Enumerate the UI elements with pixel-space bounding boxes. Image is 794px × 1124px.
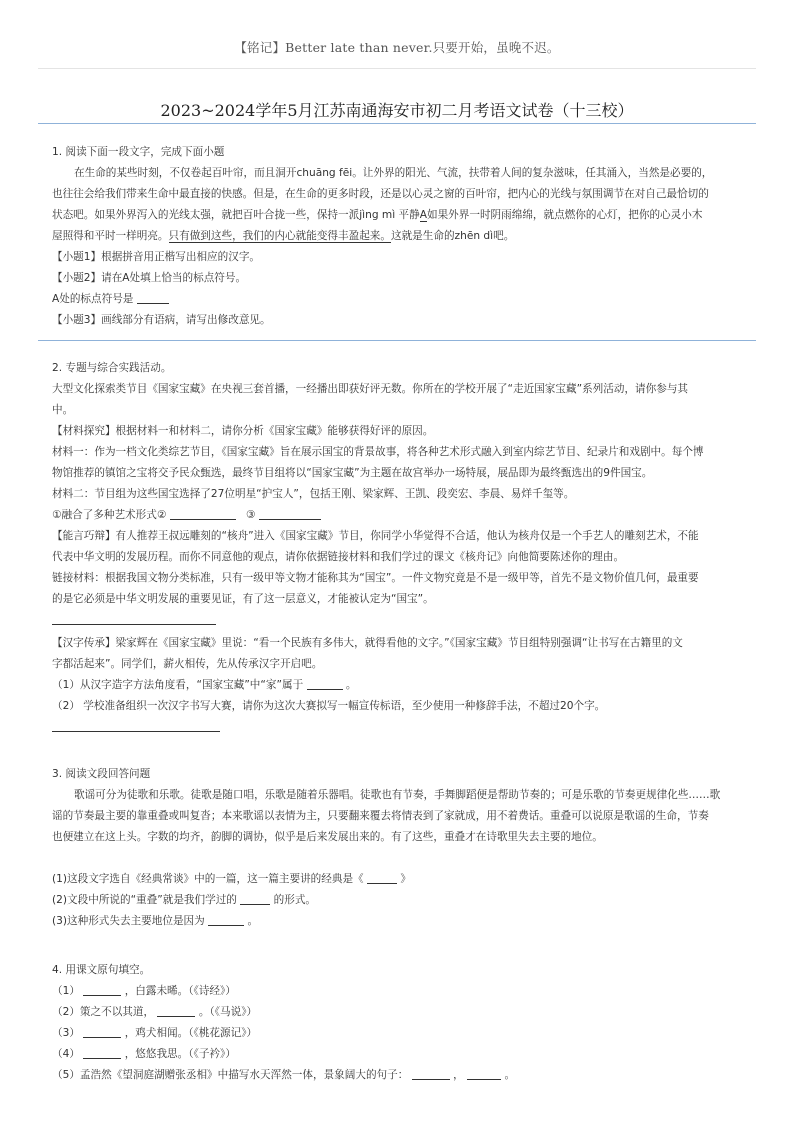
q2-label: 2. 专题与综合实践活动。 (52, 362, 172, 374)
q1-text: 如果外界一时阴雨绵绵，就点燃你的心灯，把你的心灵小木 (426, 209, 703, 221)
q2-debate: 【能言巧辩】有人推荐王叔远雕刻的“核舟”进入《国家宝藏》节目，你同学小华觉得不合适，他认为核舟仅是一个手艺人的雕刻艺术，不能 (52, 530, 699, 542)
answer-blank[interactable] (137, 291, 169, 304)
answer-blank[interactable] (412, 1067, 450, 1080)
q4-line-1 (52, 981, 752, 1002)
question-4 (52, 960, 752, 1086)
q2-material-1: 材料一：作为一档文化类综艺节目，《国家宝藏》旨在展示国宝的背景故事，将各种艺术形式融入到室内综艺节目、纪录片和戏剧中。每个博 (52, 446, 704, 458)
q4-text: （1） (52, 985, 80, 997)
answer-blank[interactable] (467, 1067, 501, 1080)
section-divider-2 (38, 340, 756, 341)
question-2 (52, 358, 752, 740)
q1-answer-line (52, 289, 752, 310)
q3-subquestion-3 (52, 911, 752, 932)
q3-sub-text: 》 (400, 873, 411, 885)
answer-blank[interactable] (83, 983, 121, 996)
q2-fill-text: ①融合了多种艺术形式② (52, 509, 167, 521)
answer-blank[interactable] (157, 1004, 195, 1017)
answer-blank[interactable] (52, 610, 216, 625)
q2-sub-text: 。 (345, 679, 357, 691)
q3-sub-text: (1)这段文字选自《经典常谈》中的一篇，这一篇主要讲的经典是《 (52, 873, 364, 885)
q4-line-3 (52, 1023, 752, 1044)
q4-text: （4） (52, 1048, 80, 1060)
q4-text: （2）策之不以其道， (52, 1006, 155, 1018)
q1-label: 1. 阅读下面一段文字，完成下面小题 (52, 146, 225, 158)
q4-line-2 (52, 1002, 752, 1023)
q1-underlined-sentence: 只有做到这些，我们的内心就能变得丰盈起来。 (168, 230, 391, 242)
answer-blank[interactable] (259, 507, 321, 520)
q1-text: 状态吧。如果外界泻入的光线太强，就把百叶合拢一些，保持一派jìng mì 平静 (52, 209, 420, 221)
q3-sub-text: 的形式。 (273, 894, 317, 906)
q3-passage-line: 歌谣可分为徒歌和乐歌。徒歌是随口唱，乐歌是随着乐器唱。徒歌也有节奏，手舞脚蹈便是帮助节奏的；可是乐歌的节奏更规律化些……歌 (74, 789, 721, 801)
q3-sub-text: (3)这种形式失去主要地位是因为 (52, 915, 205, 927)
q2-subquestion-2: （2） 学校准备组织一次汉字书写大赛，请你为这次大赛拟写一幅宣传标语，至少使用一种修辞手法，不超过20个字。 (52, 700, 606, 712)
q3-subquestion-2 (52, 890, 752, 911)
q2-answer-line (52, 610, 752, 633)
q2-debate: 代表中华文明的发展历程。而你不同意他的观点，请你依据链接材料和我们学过的课文《核舟记》向他简要陈述你的理由。 (52, 551, 625, 563)
q2-link-material: 的是它必须是中华文明发展的重要见证，有了这一层意义，才能被认定为“国宝”。 (52, 593, 434, 605)
page-title: 2023~2024学年5月江苏南通海安市初二月考语文试卷（十三校） (160, 101, 634, 120)
q1-subquestion-2: 【小题2】请在A处填上恰当的标点符号。 (52, 272, 247, 284)
page-motto: 【铭记】Better late than never.只要开始，虽晚不迟。 (234, 40, 560, 55)
q2-intro-line: 中。 (52, 404, 74, 416)
q4-text: ， (453, 1069, 464, 1081)
answer-blank[interactable] (208, 913, 244, 926)
q3-label: 3. 阅读文段回答问题 (52, 768, 151, 780)
q2-sub-text: （1）从汉字造字方法角度看，“国家宝藏”中“家”属于 (52, 679, 304, 691)
q1-text: 屋照得和平时一样明亮。 (52, 230, 169, 242)
q1-passage-line (52, 226, 752, 247)
section-divider-1 (38, 123, 756, 124)
q4-text: 。（《马说》） (198, 1006, 258, 1018)
q2-fill-text: ③ (245, 509, 256, 521)
q2-subquestion-1 (52, 675, 752, 696)
q2-intro-line: 大型文化探索类节目《国家宝藏》在央视三套首播，一经播出即获好评无数。你所在的学校开展了“走近国家宝藏”系列活动，请你参与其 (52, 383, 689, 395)
q4-text: ，白露未晞。（《诗经》） (124, 985, 236, 997)
q4-text: ，悠悠我思。（《子衿》） (124, 1048, 236, 1060)
q2-chinese-heritage: 字都活起来”。同学们，薪火相传，先从传承汉字开启吧。 (52, 658, 323, 670)
q1-answer-label: A处的标点符号是 (52, 293, 134, 305)
answer-blank[interactable] (83, 1046, 121, 1059)
question-1 (52, 142, 752, 331)
q1-passage-line: 在生命的某些时刻，不仅卷起百叶帘，而且洞开chuāng fēi。让外界的阳光、气流，扶带着人间的复杂滋味，任其涌入，当然是必要的， (74, 167, 713, 179)
q4-text: （3） (52, 1027, 80, 1039)
q1-text: 这就是生命的zhēn dì吧。 (391, 230, 515, 242)
answer-blank[interactable] (367, 871, 397, 884)
q3-passage-line: 谣的节奏最主要的靠重叠或叫复沓；本来歌谣以表情为主，只要翻来覆去将情表到了家就成，用不着费话。重叠可以说原是歌谣的生命，节奏 (52, 810, 709, 822)
q2-link-material: 链接材料：根据我国文物分类标准，只有一级甲等文物才能称其为“国宝”。一件文物究竟是不是一级甲等，首先不是文物价值几何，最重要 (52, 572, 699, 584)
answer-blank[interactable] (170, 507, 236, 520)
q2-material-2: 材料二：节目组为这些国宝选择了27位明星“护宝人”，包括王刚、梁家辉、王凯、段奕宏、李晨、易烊千玺等。 (52, 488, 575, 500)
q4-text: 。 (504, 1069, 516, 1081)
q2-material-explore: 【材料探究】根据材料一和材料二，请你分析《国家宝藏》能够获得好评的原因。 (52, 425, 434, 437)
q1-subquestion-3: 【小题3】画线部分有语病，请写出修改意见。 (52, 314, 271, 326)
q2-chinese-heritage: 【汉字传承】梁家辉在《国家宝藏》里说：“看一个民族有多伟大，就得看他的文字。”《国家宝藏》节目组特别强调“让书写在古籍里的文 (52, 637, 683, 649)
q3-sub-text: 。 (247, 915, 259, 927)
answer-blank[interactable] (83, 1025, 121, 1038)
question-3 (52, 764, 752, 932)
q1-passage-line: 也往往会给我们带来生命中最直接的快感。但是，在生命的更多时段，还是以心灵之窗的百叶帘，把内心的光线与氛围调节在对自己最恰切的 (52, 188, 709, 200)
q2-fill-line (52, 505, 752, 526)
q3-subquestion-1 (52, 869, 752, 890)
q2-material-1: 物馆推荐的镇馆之宝将交予民众甄选，最终节目组将以“国家宝藏”为主题在故宫举办一场特展，展品即为最终甄选出的9件国宝。 (52, 467, 653, 479)
q4-text: （5）孟浩然《望洞庭湖赠张丞相》中描写水天浑然一体，景象阔大的句子： (52, 1069, 409, 1081)
answer-blank[interactable] (307, 677, 343, 690)
q2-answer-line (52, 717, 752, 740)
q1-mark-a: A (419, 209, 427, 221)
q4-line-5 (52, 1065, 752, 1086)
q1-passage-line (52, 205, 752, 226)
q4-text: ，鸡犬相闻。（《桃花源记》） (124, 1027, 258, 1039)
q1-subquestion-1: 【小题1】根据拼音用正楷写出相应的汉字。 (52, 251, 261, 263)
header-divider (38, 68, 756, 69)
answer-blank[interactable] (52, 717, 220, 732)
q4-label: 4. 用课文原句填空。 (52, 964, 151, 976)
q3-passage-line: 也便建立在这上头。字数的均齐，韵脚的调协，似乎是后来发展出来的。有了这些，重叠才在诗歌里失去主要的地位。 (52, 831, 603, 843)
q4-line-4 (52, 1044, 752, 1065)
answer-blank[interactable] (240, 892, 270, 905)
q3-sub-text: (2)文段中所说的“重叠”就是我们学过的 (52, 894, 237, 906)
